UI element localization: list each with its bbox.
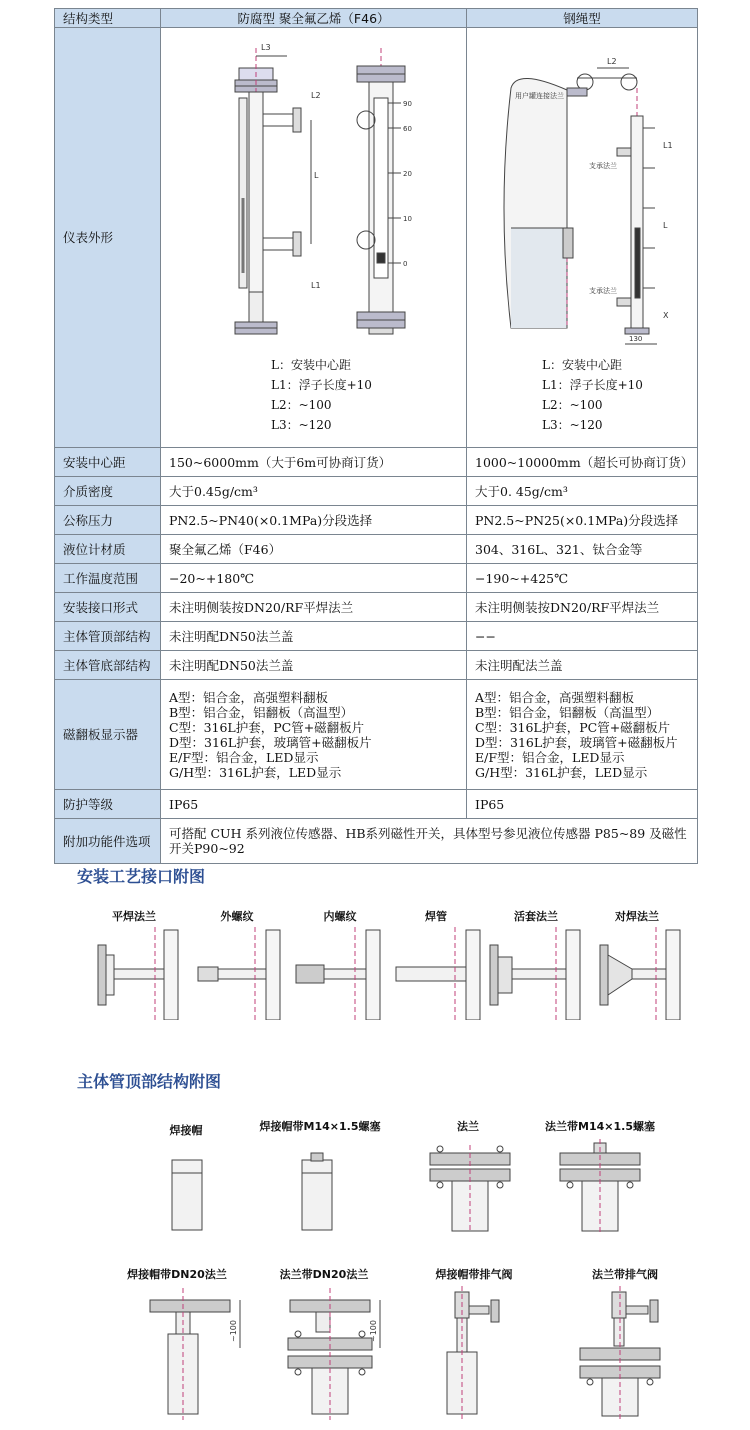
display-line: C型：316L护套，PC管+磁翻板片 xyxy=(169,719,365,735)
top-structure-drawings-row1 xyxy=(0,1135,750,1235)
svg-text:L1: L1 xyxy=(311,281,321,290)
top-structure-caption: 法兰带M14×1.5螺塞 xyxy=(545,1120,655,1133)
svg-text:0: 0 xyxy=(403,260,408,268)
row-col1: 150~6000mm（大于6m可协商订货） xyxy=(161,448,467,477)
dimension-label: ~100 xyxy=(229,1320,238,1342)
svg-text:X: X xyxy=(663,311,669,320)
display-line: D型：316L护套，玻璃管+磁翻板片 xyxy=(475,734,678,750)
row-col2: 未注明配法兰盖 xyxy=(467,651,698,680)
spec-row xyxy=(55,535,698,564)
display-line: G/H型：316L护套，LED显示 xyxy=(169,764,342,780)
svg-text:90: 90 xyxy=(403,100,412,108)
spec-row xyxy=(55,651,698,680)
svg-text:60: 60 xyxy=(403,125,412,133)
interface-caption: 对焊法兰 xyxy=(615,910,659,923)
drawing-col2 xyxy=(467,28,698,448)
display-line: A型：铝合金，高强塑料翻板 xyxy=(475,689,635,705)
legend-line: L2：~100 xyxy=(271,398,332,412)
flange-vent-valve-drawing xyxy=(580,1286,660,1420)
row-label: 附加功能件选项 xyxy=(55,819,161,864)
legend-col1 xyxy=(271,355,466,435)
header-col2: 钢绳型 xyxy=(467,9,698,28)
internal-thread-drawing xyxy=(296,927,380,1020)
display-line: E/F型：铝合金，LED显示 xyxy=(475,749,625,765)
display-line: B型：铝合金，铝翻板（高温型） xyxy=(169,704,354,720)
flange-drawing xyxy=(430,1145,510,1233)
interface-drawings xyxy=(0,925,750,1020)
svg-text:20: 20 xyxy=(403,170,412,178)
drawing-col1 xyxy=(161,28,467,448)
row-col1: 未注明配DN50法兰盖 xyxy=(161,622,467,651)
legend-col2 xyxy=(542,355,697,435)
drawing-row xyxy=(55,28,698,448)
legend-line: L3：~120 xyxy=(271,418,332,432)
section-title-interfaces: 安装工艺接口附图 xyxy=(77,867,206,886)
top-structure-drawings-row2 xyxy=(0,1282,750,1422)
row-col1: 未注明侧装按DN20/RF平焊法兰 xyxy=(161,593,467,622)
top-structure-caption: 法兰 xyxy=(457,1120,479,1133)
weld-cap-vent-valve-drawing xyxy=(447,1286,499,1420)
row-label: 主体管底部结构 xyxy=(55,651,161,680)
row-col1: −20~+180℃ xyxy=(161,564,467,593)
svg-text:L2: L2 xyxy=(311,91,321,100)
svg-text:L2: L2 xyxy=(607,57,617,66)
interface-caption: 内螺纹 xyxy=(323,910,357,923)
spec-row xyxy=(55,593,698,622)
interface-caption: 活套法兰 xyxy=(514,910,558,923)
header-col1: 防腐型 聚全氟乙烯（F46） xyxy=(161,9,467,28)
display-line: B型：铝合金，铝翻板（高温型） xyxy=(475,704,660,720)
display-label: 磁翻板显示器 xyxy=(55,680,161,790)
dimension-label: ~100 xyxy=(369,1320,378,1342)
top-structure-caption: 焊接帽带DN20法兰 xyxy=(127,1268,227,1281)
spec-row xyxy=(55,564,698,593)
top-structure-caption: 焊接帽 xyxy=(169,1124,203,1137)
interface-caption: 外螺纹 xyxy=(220,910,254,923)
svg-text:L3: L3 xyxy=(261,43,271,52)
drawing-row-label: 仪表外形 xyxy=(55,28,161,448)
interface-caption: 平焊法兰 xyxy=(112,910,156,923)
header-label: 结构类型 xyxy=(55,9,161,28)
legend-line: L1：浮子长度+10 xyxy=(542,378,643,392)
svg-text:10: 10 xyxy=(403,215,412,223)
row-col2: 未注明侧装按DN20/RF平焊法兰 xyxy=(467,593,698,622)
row-label: 安装接口形式 xyxy=(55,593,161,622)
accessories-text: 可搭配 CUH 系列液位传感器、HB系列磁性开关，具体型号参见液位传感器 P85~89 及磁性开关P90~92 xyxy=(161,819,698,864)
top-structure-caption: 焊接帽带M14×1.5螺塞 xyxy=(259,1120,381,1133)
section-title-top-structure: 主体管顶部结构附图 xyxy=(77,1072,222,1091)
row-label: 安装中心距 xyxy=(55,448,161,477)
cable-gauge-drawing xyxy=(467,28,697,348)
row-col2: −− xyxy=(467,622,698,651)
spec-table xyxy=(54,8,698,864)
display-row xyxy=(55,680,698,790)
external-thread-drawing xyxy=(198,927,280,1020)
spec-row xyxy=(55,448,698,477)
display-col2 xyxy=(467,680,698,790)
support-flange-annotation: 支承法兰 xyxy=(589,287,617,295)
display-line: D型：316L护套，玻璃管+磁翻板片 xyxy=(169,734,372,750)
row-col2: 304、316L、321、钛合金等 xyxy=(467,535,698,564)
top-structure-caption: 法兰带DN20法兰 xyxy=(279,1268,369,1281)
weld-pipe-drawing xyxy=(396,927,480,1020)
row-col2: PN2.5~PN25(×0.1MPa)分段选择 xyxy=(467,506,698,535)
legend-line: L2：~100 xyxy=(542,398,603,412)
row-label: 介质密度 xyxy=(55,477,161,506)
row-col2: 1000~10000mm（超长可协商订货） xyxy=(467,448,698,477)
display-line: A型：铝合金，高强塑料翻板 xyxy=(169,689,329,705)
svg-text:L: L xyxy=(314,171,319,180)
display-line: E/F型：铝合金，LED显示 xyxy=(169,749,319,765)
row-col2: 大于0. 45g/cm³ xyxy=(467,477,698,506)
weld-cap-drawing xyxy=(172,1160,202,1230)
row-label: 主体管顶部结构 xyxy=(55,622,161,651)
accessories-row xyxy=(55,819,698,864)
row-label: 防护等级 xyxy=(55,790,161,819)
weld-neck-flange-drawing xyxy=(600,927,680,1020)
row-col1: 大于0.45g/cm³ xyxy=(161,477,467,506)
protection-row xyxy=(55,790,698,819)
row-col2: −190~+425℃ xyxy=(467,564,698,593)
row-label: 公称压力 xyxy=(55,506,161,535)
row-col1: 未注明配DN50法兰盖 xyxy=(161,651,467,680)
spec-row xyxy=(55,506,698,535)
top-structure-caption: 焊接帽带排气阀 xyxy=(435,1268,513,1281)
spec-row xyxy=(55,622,698,651)
weld-cap-dn20-flange-drawing xyxy=(150,1288,240,1420)
flange-dn20-flange-drawing xyxy=(288,1288,380,1420)
row-label: 工作温度范围 xyxy=(55,564,161,593)
spec-row xyxy=(55,477,698,506)
table-header-row xyxy=(55,9,698,28)
svg-text:L1: L1 xyxy=(663,141,673,150)
user-flange-annotation: 用户罐连接法兰 xyxy=(515,92,564,100)
display-line: C型：316L护套，PC管+磁翻板片 xyxy=(475,719,671,735)
legend-line: L3：~120 xyxy=(542,418,603,432)
legend-line: L：安装中心距 xyxy=(542,358,622,372)
loose-flange-drawing xyxy=(490,927,580,1020)
row-label: 液位计材质 xyxy=(55,535,161,564)
flat-weld-flange-drawing xyxy=(98,927,178,1020)
row-col1: 聚全氟乙烯（F46） xyxy=(161,535,467,564)
display-line: G/H型：316L护套，LED显示 xyxy=(475,764,648,780)
top-structure-caption: 法兰带排气阀 xyxy=(592,1268,658,1281)
legend-line: L1：浮子长度+10 xyxy=(271,378,372,392)
svg-text:L: L xyxy=(663,221,668,230)
f46-gauge-drawing xyxy=(161,28,466,348)
interface-caption: 焊管 xyxy=(425,910,447,923)
support-flange-annotation: 支承法兰 xyxy=(589,162,617,170)
legend-line: L：安装中心距 xyxy=(271,358,351,372)
row-col1: PN2.5~PN40(×0.1MPa)分段选择 xyxy=(161,506,467,535)
row-col1: IP65 xyxy=(161,790,467,819)
weld-cap-plug-drawing xyxy=(302,1153,332,1230)
width-dimension: 130 xyxy=(629,335,643,343)
row-col2: IP65 xyxy=(467,790,698,819)
flange-plug-drawing xyxy=(560,1139,640,1233)
display-col1 xyxy=(161,680,467,790)
